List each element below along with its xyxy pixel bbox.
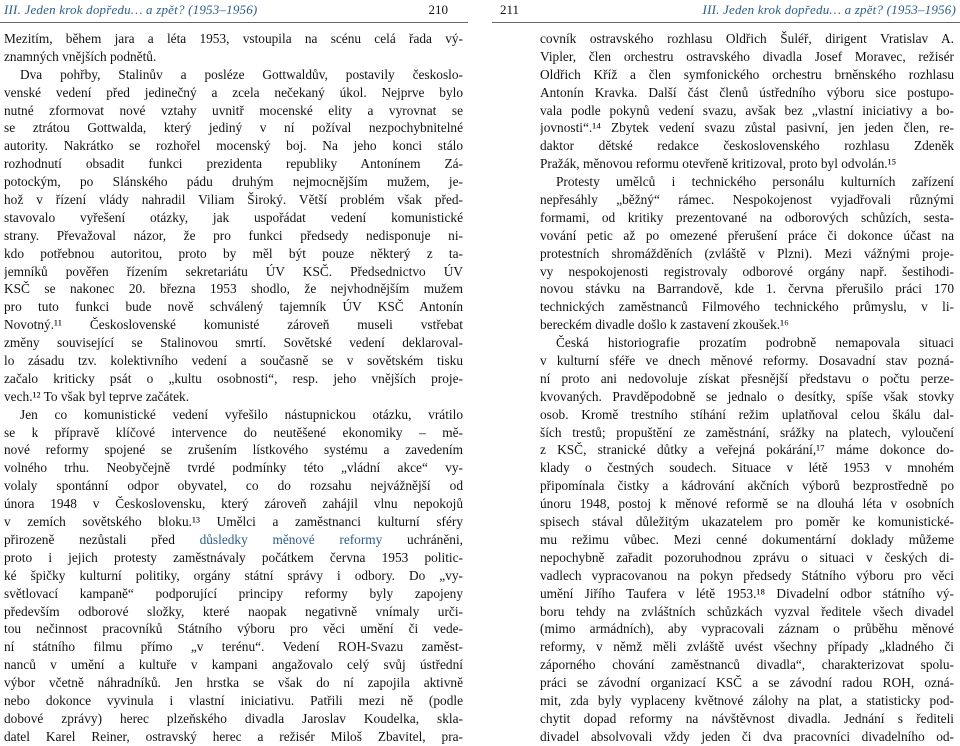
text-line: protestních shromážděních (zvláště v Plzni). Mezi vážnými proje- (540, 245, 954, 261)
text-line: v zemích sovětského bloku.¹³ Umělci a zaměstnanci kulturní sféry (4, 514, 463, 530)
text-line: světlovací kampaně“ podporující principy reformy byly zapojeny (4, 585, 463, 601)
text-line: Protesty umělců i technického personálu kulturních zařízení (556, 174, 954, 190)
text-line: Pražák, měnovou reformu otevřeně kritizoval, proto byl odvolán.¹⁵ (540, 156, 897, 172)
text-line: dobové zprávy) herec plzeňského divadla Jaroslav Koudelka, skla- (4, 710, 463, 726)
text-line: především odborové složky, které naopak negativně vnímaly urči- (4, 603, 463, 619)
text-line: kdo potřebnou autoritou, proto by měl být pouze některý z ta- (4, 245, 463, 261)
text-line: v kulturní sféře ve dnech měnové reformy. Dosavadní stav pozná- (540, 353, 954, 369)
text-line: se ztrátou Gottwalda, který jediný v ní požíval nezpochybnitelné (4, 120, 463, 136)
text-line: (mimo armádních), aby vypracovali záznam o průběhu měnové (540, 621, 954, 637)
text-line: vech.¹² To však byl teprve začátek. (4, 388, 190, 404)
text-line: nebo dokonce vyvinula i vlastní iniciativu. Patřili mezi ně (podle (4, 692, 463, 708)
text-line: nové reformy spojené se zrušením lístkového systému a zavedením (4, 442, 463, 458)
text-line: vadlech vypracovanou na pokyn předsedy Státního výboru pro věci (540, 567, 954, 583)
left-page (0, 0, 468, 744)
text-line: lo zásadu tzv. kolektivního vedení a současně se v sovětském tisku (4, 353, 463, 369)
text-line: připomínala čistky a kádrování akčních výborů bezprostředně po (540, 478, 954, 494)
text-line: hož v řízení vlády nahradil Viliam Široký. Větší problém však před- (4, 192, 463, 208)
text-line: ších trestů; propuštění ze zaměstnání, srážky na platech, vyloučení (540, 424, 954, 440)
text-line: ní proto ani nedovoluje získat přesnější představu o počtu perze- (540, 370, 954, 386)
text-line: se k přípravě klíčové intervence do neutěšené ekonomiky – mě- (4, 424, 463, 440)
text-line: začalo kriticky psát o „kultu osobnosti“, resp. jeho vnějších proje- (4, 370, 463, 386)
running-header-title: III. Jeden krok dopředu… a zpět? (1953–1956) (702, 2, 956, 17)
text-line: klady o čestných soudech. Situace v létě 1953 v mnohém (540, 460, 954, 476)
text-line: boru tehdy na zvláštních schůzkách vyzval ředitele všech divadel (540, 603, 954, 619)
text-line: KSČ se nakonec 20. března 1953 shodlo, že nejvhodnějším mužem (4, 281, 463, 297)
text-line: covník ostravského rozhlasu Oldřich Šuléř, dirigent Vratislav A. (540, 31, 954, 46)
text-line: nepřesáhly „běžný“ rámec. Nespokojenost vyjadřovali různými (540, 192, 954, 208)
text-line: spisech stával důležitým ukazatelem pro poměr ke komunistické- (540, 514, 954, 530)
left-page-body (4, 30, 463, 746)
text-line: volného trhu. Neobyčejně tvrdé podmínky této „vládní akce“ vy- (4, 460, 463, 476)
text-line: výbor včetně náhradníků. Jen hrstka se však do ní zapojila aktivně (4, 675, 463, 691)
text-line: nutné zformovat nové vztahy uvnitř mocenské elity a vyrovnat se (4, 102, 463, 118)
running-header-title: III. Jeden krok dopředu… a zpět? (1953–1956) (4, 2, 258, 17)
text-line: divadel absolvovali vždy jeden či dva pracovníci divadelního od- (540, 728, 954, 744)
text-line: novou stávku na Barrandově, kde 1. června přerušilo práci 170 (540, 281, 954, 297)
text-line: potockým, po Slánského pádu druhým nejmocnějším mužem, je- (4, 174, 463, 190)
text-line: práci se závodní organizací KSČ a se závodní radou ROH, ozná- (540, 675, 954, 691)
text-line: bereckém divadle došlo k zastavení zkoušek.¹⁶ (540, 317, 789, 333)
text-line: technických zaměstnanců Filmového technického průmyslu, v li- (540, 299, 954, 315)
text-line: Mezitím, během jara a léta 1953, vstoupila na scénu celá řada vý- (4, 31, 463, 46)
text-line: rozhodnutí obsadit funkci prezidenta republiky Antonínem Zá- (4, 156, 463, 172)
text-line: Antonín Kravka. Další část členů ústředního výboru sice postupo- (540, 84, 954, 100)
text-line: Novotný.¹¹ Československé komunisté zároveň museli vstřebat (4, 317, 463, 333)
text-line: vala podle pokynů vedení svazu, avšak bez „vlastní iniciativy a bo- (540, 102, 954, 118)
text-line: vy nespokojenosti registrovaly odborové orgány např. šestihodi- (540, 263, 954, 279)
text-line: proto i jejich protesty zaměstnávaly počátkem června 1953 politic- (4, 549, 463, 565)
right-page (492, 0, 960, 744)
text-line: umění Jiřího Taufera v létě 1953.¹⁸ Divadelní odbor státního vý- (540, 585, 954, 601)
text-line: formami, od kritiky prezentované na odborových schůzích, sesta- (540, 209, 954, 225)
right-page-header (492, 0, 960, 23)
page-number: 211 (500, 2, 520, 17)
text-line: Vipler, člen orchestru ostravského divadla Josef Moravec, režisér (540, 48, 954, 64)
text-line: jemníků pověřen řízením sekretariátu ÚV KSČ. Předsednictvo ÚV (4, 263, 463, 279)
text-line: Jen co komunistické vedení vyřešilo nástupnickou otázku, vrátilo (20, 406, 463, 422)
text-line: února 1948 v Československu, který zároveň zahájil vlnu nepokojů (4, 496, 463, 512)
text-line: datel Karel Reiner, ostravský herec a režisér Miloš Zbavitel, pra- (4, 728, 463, 744)
text-line: Česká historiografie prozatím podrobně nemapovala situaci (556, 335, 954, 351)
text-line: kvovaných. Pravděpodobně se jednalo o desítky, spíše však stovky (540, 388, 954, 404)
text-line: nepochybně zařadit pozoruhodnou zprávu o situaci v českých di- (540, 549, 954, 565)
highlighted-phrase: důsledky měnové reformy (199, 531, 383, 547)
text-line: ké špičky kulturní politiky, orgány státní správy i odbory. Do „vy- (4, 567, 463, 583)
text-line: jovnosti“.¹⁴ Zbytek vedení svazu zůstal pasivní, jen jeden člen, re- (540, 120, 954, 136)
text-line: přirozeně nezůstali před důsledky měnové reformy uchráněni, (4, 531, 463, 547)
text-line: tou nečinnost pracovníků Státního výboru pro věci umění či vede- (4, 621, 463, 637)
text-line: znamných vnějších podnětů. (4, 48, 157, 64)
text-line: osob. Kromě trestního stíhání režim uplatňoval celou škálu dal- (540, 406, 954, 422)
text-line: venské vedení před jedinečný a zcela nečekaný úkol. Nejprve bylo (4, 84, 463, 100)
left-page-header (0, 0, 468, 23)
text-line: ní státního filmu přímo „v terénu“. Vedení ROH-Svazu zaměst- (4, 639, 463, 655)
text-line: strany. Převažoval názor, že pro funkci předsedy nedisponuje ni- (4, 227, 463, 243)
text-line: nanců v umění a kultuře v kampani angažovalo celý svůj ústřední (4, 657, 463, 673)
text-line: únoru 1948, postoj k měnové reformě se na dlouhá léta v osobních (540, 496, 954, 512)
page-number: 210 (428, 2, 448, 17)
text-line: Oldřich Kříž a člen symfonického orchestru brněnského rozhlasu (540, 66, 954, 82)
text-line: vování petic až po omezené přerušení práce či dokonce účast na (540, 227, 954, 243)
text-line: autority. Nakrátko se rozhořel mocenský boj. Na jeho konci stálo (4, 138, 463, 154)
text-line: pro tuto funkci bude nově schválený tajemník ÚV KSČ Antonín (4, 299, 463, 315)
text-line: reformy, v němž měli zvláště uvést všechny případy „kladného či (540, 639, 954, 655)
text-line: daktor dětské redakce československého rozhlasu Zdeněk (540, 138, 954, 154)
text-line: mu režimu vůbec. Mezi cenné dokumentární doklady můžeme (540, 531, 954, 547)
text-line: chytit dopad reformy na návštěvnost divadla. Jednání s řediteli (540, 710, 954, 726)
text-line: záporného chování zaměstnanců divadla“, charakterizovat spolu- (540, 657, 954, 673)
text-line: volaly spontánní odpor obyvatel, co do rozsahu nejvážnější od (4, 478, 463, 494)
right-page-body (540, 30, 954, 746)
text-line: změny související se Stalinovou smrtí. Sovětské vedení deklaroval- (4, 335, 463, 351)
text-line: z KSČ, stranické důtky a veřejná pokárání,¹⁷ máme dokonce do- (540, 442, 954, 458)
text-line: mit, zda byly vyplaceny květnové zálohy na plat, a statisticky pod- (540, 692, 954, 708)
text-line: stavovalo vyřešení otázky, jak uspořádat vedení komunistické (4, 209, 463, 225)
text-line: Dva pohřby, Stalinův a posléze Gottwaldův, postavily českoslo- (20, 66, 463, 82)
